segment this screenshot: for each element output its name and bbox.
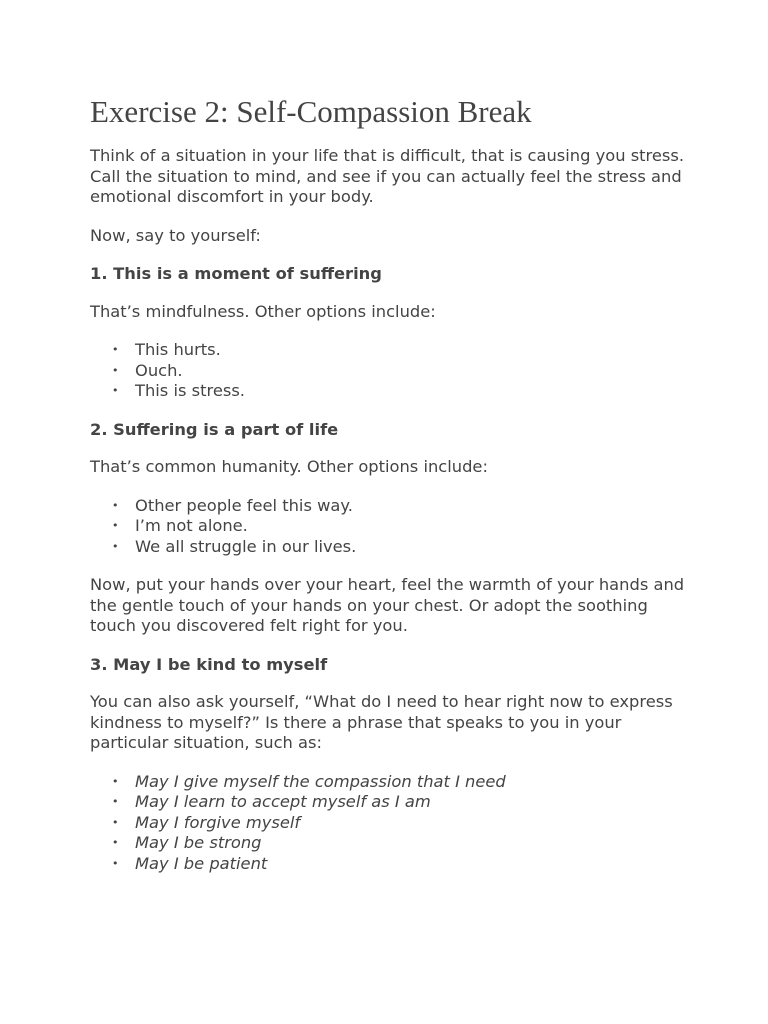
list-item-text: May I be patient xyxy=(135,853,268,873)
bullet-icon: • xyxy=(112,498,119,512)
list-item-text: I’m not alone. xyxy=(135,516,248,535)
list-item xyxy=(112,833,690,854)
list-item xyxy=(112,340,690,361)
step1-heading: 1. This is a moment of suffering xyxy=(90,264,382,283)
list-item-text: Other people feel this way. xyxy=(135,495,353,515)
list-item-text: We all struggle in our lives. xyxy=(135,536,357,556)
document-title: Exercise 2: Self-Compassion Break xyxy=(90,94,532,129)
step3-phrases-list xyxy=(90,772,690,875)
bullet-icon: • xyxy=(112,363,119,377)
list-item-text: May I give myself the compassion that I need xyxy=(135,771,506,791)
list-item-text: Ouch. xyxy=(135,360,183,380)
document-page xyxy=(90,94,690,892)
list-item xyxy=(112,812,690,834)
bullet-icon: • xyxy=(112,795,119,808)
bullet-icon: • xyxy=(112,539,119,553)
list-item-text: May I forgive myself xyxy=(135,812,301,832)
bullet-icon: • xyxy=(112,774,119,788)
bullet-icon: • xyxy=(112,384,119,397)
list-item xyxy=(112,381,690,402)
list-item xyxy=(112,516,690,537)
say-prompt: Now, say to yourself: xyxy=(90,225,261,245)
bullet-icon: • xyxy=(112,519,119,532)
list-item-text: This hurts. xyxy=(135,340,221,359)
list-item-text: May I be strong xyxy=(135,833,262,852)
list-item xyxy=(112,360,690,382)
bullet-icon: • xyxy=(112,836,119,849)
step2-note: That’s common humanity. Other options include: xyxy=(90,457,488,476)
hands-instruction: Now, put your hands over your heart, feel the warmth of your hands and the gentle touch of your hands on your chest. Or adopt the soothing touch you discovered felt right for you. xyxy=(90,575,685,635)
bullet-icon: • xyxy=(112,343,119,356)
bullet-icon: • xyxy=(112,815,119,829)
list-item-text: May I learn to accept myself as I am xyxy=(135,792,431,811)
list-item xyxy=(112,536,690,558)
step2-heading: 2. Suffering is a part of life xyxy=(90,419,339,439)
list-item xyxy=(112,495,690,517)
intro-paragraph: Think of a situation in your life that is difficult, that is causing you stress. Call the situation to mind, and see if you can actually feel the stress and emotional discomfort in your body. xyxy=(90,146,685,206)
list-item xyxy=(112,792,690,813)
list-item-text: This is stress. xyxy=(135,381,245,400)
step2-options-list xyxy=(90,496,690,558)
list-item xyxy=(112,853,690,875)
list-item xyxy=(112,771,690,793)
step3-heading: 3. May I be kind to myself xyxy=(90,654,328,674)
bullet-icon: • xyxy=(112,856,119,870)
step3-note: You can also ask yourself, “What do I need to hear right now to express kindness to myself?” Is there a phrase that speaks to you in your particular situation, such as: xyxy=(90,692,673,752)
step1-note: That’s mindfulness. Other options include: xyxy=(90,301,436,321)
step1-options-list xyxy=(90,340,690,402)
